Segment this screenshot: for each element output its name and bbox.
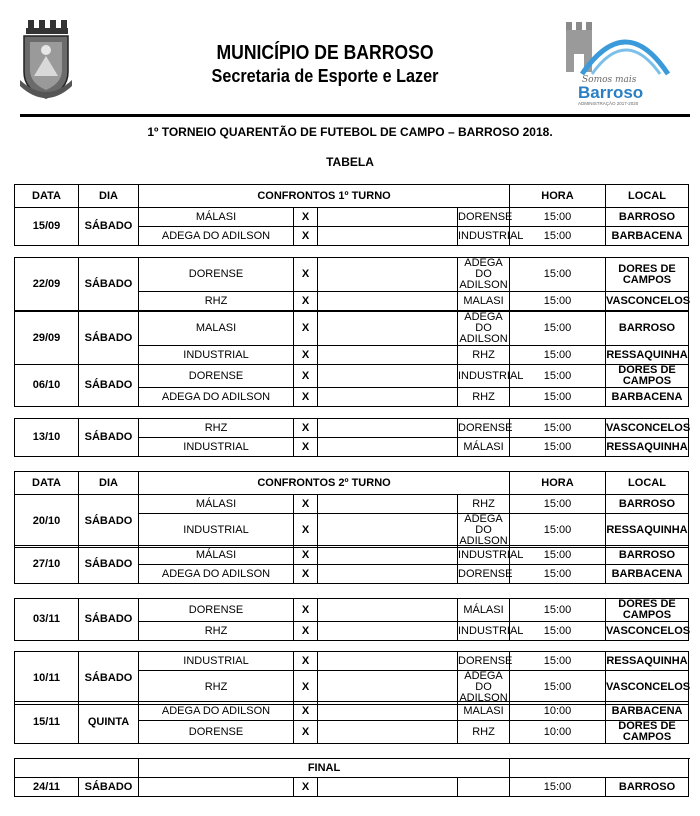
match-venue: BARROSO <box>606 495 689 514</box>
match-time: 15:00 <box>510 599 606 622</box>
match-day: SÁBADO <box>79 778 139 797</box>
match-venue: BARBACENA <box>606 565 689 584</box>
versus-mark: X <box>294 546 318 565</box>
away-team: RHZ <box>458 721 510 744</box>
match-venue: DORES DE CAMPOS <box>606 599 689 622</box>
match-date: 13/10 <box>15 419 79 457</box>
round-table <box>14 311 689 365</box>
match-time: 15:00 <box>510 258 606 292</box>
match-venue: RESSAQUINHA <box>606 346 689 365</box>
home-team: MALASI <box>139 312 294 346</box>
match-time: 10:00 <box>510 702 606 721</box>
match-day: QUINTA <box>79 702 139 744</box>
versus-mark: X <box>294 365 318 388</box>
home-team: MÁLASI <box>139 546 294 565</box>
column-header-local: LOCAL <box>606 185 689 208</box>
header-titles <box>150 42 500 88</box>
versus-mark: X <box>294 778 318 797</box>
home-team: RHZ <box>139 671 294 705</box>
match-time: 15:00 <box>510 312 606 346</box>
spacer-cell <box>318 365 458 388</box>
round-table <box>14 598 689 641</box>
match-venue: VASCONCELOS <box>606 622 689 641</box>
versus-mark: X <box>294 227 318 246</box>
home-team <box>139 778 294 797</box>
match-time: 15:00 <box>510 778 606 797</box>
match-venue: VASCONCELOS <box>606 292 689 311</box>
match-day: SÁBADO <box>79 208 139 246</box>
home-team: RHZ <box>139 622 294 641</box>
match-date: 10/11 <box>15 652 79 705</box>
table-row <box>15 208 689 227</box>
spacer-cell <box>318 721 458 744</box>
empty-cell <box>15 759 139 778</box>
match-venue: BARBACENA <box>606 227 689 246</box>
logo-administration: ADMINISTRAÇÃO 2017-2020 <box>578 101 639 106</box>
home-team: ADEGA DO ADILSON <box>139 227 294 246</box>
match-date: 22/09 <box>15 258 79 311</box>
spacer-cell <box>318 495 458 514</box>
round-table <box>14 701 689 744</box>
versus-mark: X <box>294 721 318 744</box>
table-row <box>15 312 689 346</box>
away-team: MÁLASI <box>458 599 510 622</box>
home-team: MÁLASI <box>139 495 294 514</box>
match-date: 29/09 <box>15 312 79 365</box>
match-venue: DORES DE CAMPOS <box>606 258 689 292</box>
match-venue: RESSAQUINHA <box>606 652 689 671</box>
round-table <box>14 418 689 457</box>
away-team: ADEGA DO ADILSON <box>459 257 508 291</box>
spacer-cell <box>318 702 458 721</box>
table-row <box>15 258 689 292</box>
match-venue: BARROSO <box>606 546 689 565</box>
match-time: 15:00 <box>510 514 606 548</box>
away-team: DORENSE <box>458 208 510 227</box>
round-table <box>14 364 689 407</box>
match-time: 15:00 <box>510 438 606 457</box>
match-day: SÁBADO <box>79 312 139 365</box>
match-venue: VASCONCELOS <box>606 671 689 705</box>
column-header-hora: HORA <box>510 185 606 208</box>
round-table <box>14 651 689 705</box>
home-team: ADEGA DO ADILSON <box>139 388 294 407</box>
versus-mark: X <box>294 388 318 407</box>
column-header-confrontos: CONFRONTOS 1º TURNO <box>139 185 510 208</box>
match-time: 15:00 <box>510 419 606 438</box>
match-time: 15:00 <box>510 565 606 584</box>
round-table <box>14 257 689 311</box>
spacer-cell <box>318 599 458 622</box>
away-team: ADEGA DO ADILSON <box>459 670 508 704</box>
away-team: RHZ <box>458 495 510 514</box>
versus-mark: X <box>294 208 318 227</box>
away-team: INDUSTRIAL <box>458 622 510 641</box>
versus-mark: X <box>294 495 318 514</box>
away-team: MALASI <box>458 702 510 721</box>
column-header-data: DATA <box>15 472 79 495</box>
spacer-cell <box>318 419 458 438</box>
somos-mais-barroso-logo <box>560 16 670 106</box>
match-day: SÁBADO <box>79 546 139 584</box>
match-date: 24/11 <box>15 778 79 797</box>
match-date: 15/11 <box>15 702 79 744</box>
municipal-crest-icon <box>20 20 72 102</box>
match-date: 06/10 <box>15 365 79 407</box>
final-label: FINAL <box>139 759 510 778</box>
match-date: 20/10 <box>15 495 79 548</box>
match-venue: BARROSO <box>606 312 689 346</box>
versus-mark: X <box>294 312 318 346</box>
away-team: ADEGA DO ADILSON <box>459 513 508 547</box>
column-header-local: LOCAL <box>606 472 689 495</box>
header-divider <box>20 114 690 117</box>
versus-mark: X <box>294 346 318 365</box>
match-time: 15:00 <box>510 546 606 565</box>
home-team: MÁLASI <box>139 208 294 227</box>
table-header-row <box>15 185 689 208</box>
table-header-row <box>15 472 689 495</box>
column-header-data: DATA <box>15 185 79 208</box>
department-subtitle: Secretaria de Esporte e Lazer <box>211 66 439 86</box>
match-day: SÁBADO <box>79 652 139 705</box>
table-row <box>15 546 689 565</box>
match-time: 15:00 <box>510 227 606 246</box>
match-time: 15:00 <box>510 671 606 705</box>
away-team: MÁLASI <box>458 438 510 457</box>
match-venue: DORES DE CAMPOS <box>606 365 689 388</box>
spacer-cell <box>318 208 458 227</box>
match-venue: BARBACENA <box>606 388 689 407</box>
away-team: DORENSE <box>458 565 510 584</box>
away-team: MALASI <box>458 292 510 311</box>
spacer-cell <box>318 292 458 311</box>
versus-mark: X <box>294 652 318 671</box>
away-team <box>458 778 510 797</box>
home-team: INDUSTRIAL <box>139 652 294 671</box>
match-venue: RESSAQUINHA <box>606 438 689 457</box>
versus-mark: X <box>294 292 318 311</box>
spacer-cell <box>318 565 458 584</box>
home-team: DORENSE <box>139 258 294 292</box>
table-label: TABELA <box>326 155 374 169</box>
match-time: 10:00 <box>510 721 606 744</box>
match-time: 15:00 <box>510 365 606 388</box>
spacer-cell <box>318 227 458 246</box>
versus-mark: X <box>294 419 318 438</box>
spacer-cell <box>318 388 458 407</box>
spacer-cell <box>318 514 458 548</box>
match-day: SÁBADO <box>79 258 139 311</box>
away-team: INDUSTRIAL <box>458 546 510 565</box>
match-venue: DORES DE CAMPOS <box>606 721 689 744</box>
away-team: RHZ <box>458 388 510 407</box>
home-team: DORENSE <box>139 721 294 744</box>
versus-mark: X <box>294 258 318 292</box>
spacer-cell <box>318 778 458 797</box>
table-row <box>15 778 689 797</box>
match-time: 15:00 <box>510 495 606 514</box>
table-row <box>15 365 689 388</box>
spacer-cell <box>318 438 458 457</box>
match-time: 15:00 <box>510 622 606 641</box>
match-time: 15:00 <box>510 652 606 671</box>
document-header <box>0 0 700 116</box>
column-header-confrontos: CONFRONTOS 2º TURNO <box>139 472 510 495</box>
spacer-cell <box>318 652 458 671</box>
spacer-cell <box>318 258 458 292</box>
match-venue: BARROSO <box>606 778 689 797</box>
match-time: 15:00 <box>510 292 606 311</box>
home-team: RHZ <box>139 419 294 438</box>
versus-mark: X <box>294 702 318 721</box>
match-venue: RESSAQUINHA <box>606 514 689 548</box>
spacer-cell <box>318 346 458 365</box>
versus-mark: X <box>294 622 318 641</box>
match-venue: BARROSO <box>606 208 689 227</box>
round-table <box>14 184 689 246</box>
spacer-cell <box>318 622 458 641</box>
home-team: DORENSE <box>139 365 294 388</box>
away-team: INDUSTRIAL <box>458 365 510 388</box>
versus-mark: X <box>294 599 318 622</box>
versus-mark: X <box>294 565 318 584</box>
versus-mark: X <box>294 438 318 457</box>
away-team: RHZ <box>458 346 510 365</box>
empty-cell <box>510 759 689 778</box>
logo-wordmark: Barroso <box>578 83 644 102</box>
versus-mark: X <box>294 514 318 548</box>
table-row <box>15 702 689 721</box>
match-day: SÁBADO <box>79 419 139 457</box>
match-time: 15:00 <box>510 346 606 365</box>
home-team: INDUSTRIAL <box>139 438 294 457</box>
match-venue: BARBACENA <box>606 702 689 721</box>
home-team: INDUSTRIAL <box>139 346 294 365</box>
away-team: ADEGA DO ADILSON <box>459 311 508 345</box>
round-table <box>14 471 689 548</box>
match-day: SÁBADO <box>79 599 139 641</box>
column-header-dia: DIA <box>79 472 139 495</box>
away-team: DORENSE <box>458 419 510 438</box>
home-team: ADEGA DO ADILSON <box>139 702 294 721</box>
table-row <box>15 599 689 622</box>
logo-tagline: Somos mais <box>582 75 637 85</box>
column-header-hora: HORA <box>510 472 606 495</box>
match-date: 15/09 <box>15 208 79 246</box>
spacer-cell <box>318 671 458 705</box>
column-header-dia: DIA <box>79 185 139 208</box>
table-row <box>15 652 689 671</box>
spacer-cell <box>318 546 458 565</box>
municipality-title: MUNICÍPIO DE BARROSO <box>216 42 434 64</box>
match-venue: VASCONCELOS <box>606 419 689 438</box>
versus-mark: X <box>294 671 318 705</box>
match-date: 27/10 <box>15 546 79 584</box>
match-time: 15:00 <box>510 208 606 227</box>
final-header-row <box>15 759 689 778</box>
home-team: INDUSTRIAL <box>139 514 294 548</box>
round-table <box>14 545 689 584</box>
home-team: DORENSE <box>139 599 294 622</box>
spacer-cell <box>318 312 458 346</box>
table-row <box>15 419 689 438</box>
match-date: 03/11 <box>15 599 79 641</box>
match-day: SÁBADO <box>79 365 139 407</box>
home-team: RHZ <box>139 292 294 311</box>
home-team: ADEGA DO ADILSON <box>139 565 294 584</box>
match-day: SÁBADO <box>79 495 139 548</box>
match-time: 15:00 <box>510 388 606 407</box>
away-team: INDUSTRIAL <box>458 227 510 246</box>
away-team: DORENSE <box>458 652 510 671</box>
table-row <box>15 495 689 514</box>
tournament-title: 1º TORNEIO QUARENTÃO DE FUTEBOL DE CAMPO – BARROSO 2018. <box>147 125 553 139</box>
final-table <box>14 758 689 797</box>
